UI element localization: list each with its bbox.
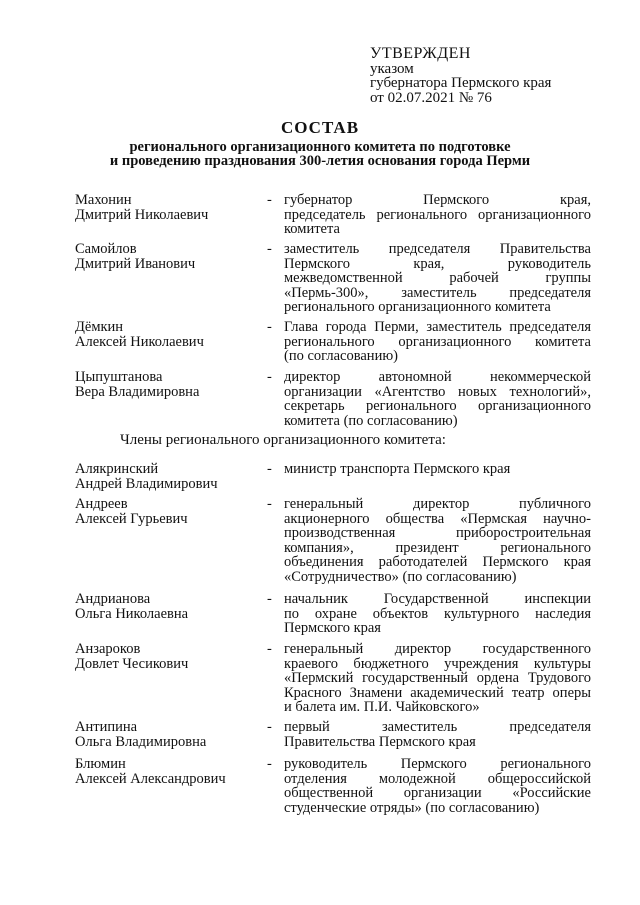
position-line: Пермского края, руководитель (284, 255, 591, 272)
approval-stamp (370, 47, 551, 105)
member-given-name: Алексей Александрович (75, 770, 226, 787)
dash-separator: - (267, 496, 272, 512)
member-position (284, 497, 591, 585)
position-line: Пермского края (284, 620, 381, 637)
position-line: Глава города Перми, заместитель председателя (284, 319, 591, 335)
position-line: губернатор Пермского края, (284, 192, 591, 208)
member-name (75, 757, 265, 786)
member-position (284, 462, 591, 477)
position-line: «Сотрудничество» (по согласованию) (284, 568, 517, 585)
position-line: отделения молодежной общероссийской (284, 770, 591, 787)
member-name (75, 242, 265, 271)
document-subtitle (0, 140, 640, 168)
member-name (75, 320, 265, 349)
member-surname: Антипина (75, 719, 138, 735)
member-given-name: Довлет Чесикович (75, 655, 189, 672)
member-given-name: Алексей Гурьевич (75, 510, 188, 527)
position-line: регионального организационного комитета (284, 333, 591, 350)
position-line: организации «Агентство новых технологий», (284, 383, 591, 400)
dash-separator: - (267, 241, 272, 257)
member-surname: Махонин (75, 192, 132, 208)
member-given-name: Вера Владимировна (75, 383, 200, 400)
member-name (75, 462, 265, 491)
dash-separator: - (267, 369, 272, 385)
position-line: акционерного общества «Пермская научно- (284, 510, 591, 527)
position-line: компания», президент регионального (284, 539, 591, 556)
position-line: объединения работодателей Пермского края (284, 554, 591, 571)
position-line: комитета (по согласованию) (284, 412, 458, 429)
member-name (75, 592, 265, 621)
position-line: и балета им. П.И. Чайковского» (284, 699, 480, 716)
member-name (75, 642, 265, 671)
member-surname: Алякринский (75, 461, 159, 477)
member-surname: Цыпуштанова (75, 369, 163, 385)
dash-separator: - (267, 591, 272, 607)
member-surname: Анзароков (75, 641, 141, 657)
dash-separator: - (267, 461, 272, 477)
member-given-name: Алексей Николаевич (75, 333, 204, 350)
member-position (284, 370, 591, 428)
member-given-name: Ольга Николаевна (75, 605, 189, 622)
position-line: директор автономной некоммерческой (284, 369, 591, 385)
member-surname: Андреев (75, 496, 128, 512)
position-line: краевого бюджетного учреждения культуры (284, 655, 591, 672)
approval-line: губернатора Пермского края (370, 75, 552, 91)
position-line: начальник Государственной инспекции (284, 591, 591, 607)
approval-line: указом (370, 60, 414, 77)
member-name (75, 720, 265, 749)
position-line: межведомственной рабочей группы (284, 270, 591, 287)
dash-separator: - (267, 641, 272, 657)
position-line: (по согласованию) (284, 348, 398, 365)
position-line: председатель регионального организационного (284, 206, 591, 223)
document-title: СОСТАВ (280, 118, 360, 137)
member-surname: Самойлов (75, 241, 137, 257)
member-given-name: Дмитрий Николаевич (75, 206, 209, 223)
position-line: министр транспорта Пермского края (284, 461, 511, 477)
position-line: Правительства Пермского края (284, 733, 476, 750)
position-line: секретарь регионального организационного (284, 398, 591, 415)
members-heading: Члены регионального организационного комитета: (120, 432, 446, 448)
member-surname: Андрианова (75, 591, 151, 607)
position-line: Красного Знамени академический театр оперы (284, 684, 591, 701)
member-position (284, 320, 591, 364)
member-name (75, 370, 265, 399)
approval-heading: УТВЕРЖДЕН (370, 45, 471, 62)
member-surname: Блюмин (75, 756, 126, 772)
position-line: заместитель председателя Правительства (284, 241, 591, 257)
member-name (75, 497, 265, 526)
member-position (284, 757, 591, 815)
member-given-name: Дмитрий Иванович (75, 255, 196, 272)
position-line: «Пермский государственный ордена Трудового (284, 670, 591, 687)
dash-separator: - (267, 719, 272, 735)
member-position (284, 642, 591, 715)
dash-separator: - (267, 319, 272, 335)
member-given-name: Андрей Владимирович (75, 475, 218, 492)
position-line: комитета (284, 221, 340, 238)
dash-separator: - (267, 756, 272, 772)
member-position (284, 592, 591, 636)
member-position (284, 193, 591, 237)
position-line: по охране объектов культурного наследия (284, 605, 591, 622)
position-line: генеральный директор государственного (284, 641, 591, 657)
position-line: руководитель Пермского регионального (284, 756, 591, 772)
approval-date: от 02.07.2021 № 76 (370, 89, 492, 106)
position-line: регионального организационного комитета (284, 299, 551, 316)
subtitle-line: и проведению празднования 300-летия основания города Перми (109, 153, 531, 169)
member-name (75, 193, 265, 222)
dash-separator: - (267, 192, 272, 208)
position-line: генеральный директор публичного (284, 496, 591, 512)
position-line: первый заместитель председателя (284, 719, 591, 735)
position-line: общественной организации «Российские (284, 785, 591, 802)
position-line: «Пермь-300», заместитель председателя (284, 284, 591, 301)
member-position (284, 242, 591, 315)
position-line: производственная приборостроительная (284, 525, 591, 542)
member-surname: Дёмкин (75, 319, 124, 335)
position-line: студенческие отряды» (по согласованию) (284, 799, 540, 816)
member-position (284, 720, 591, 749)
member-given-name: Ольга Владимировна (75, 733, 207, 750)
subtitle-line: регионального организационного комитета по подготовке (129, 139, 511, 155)
